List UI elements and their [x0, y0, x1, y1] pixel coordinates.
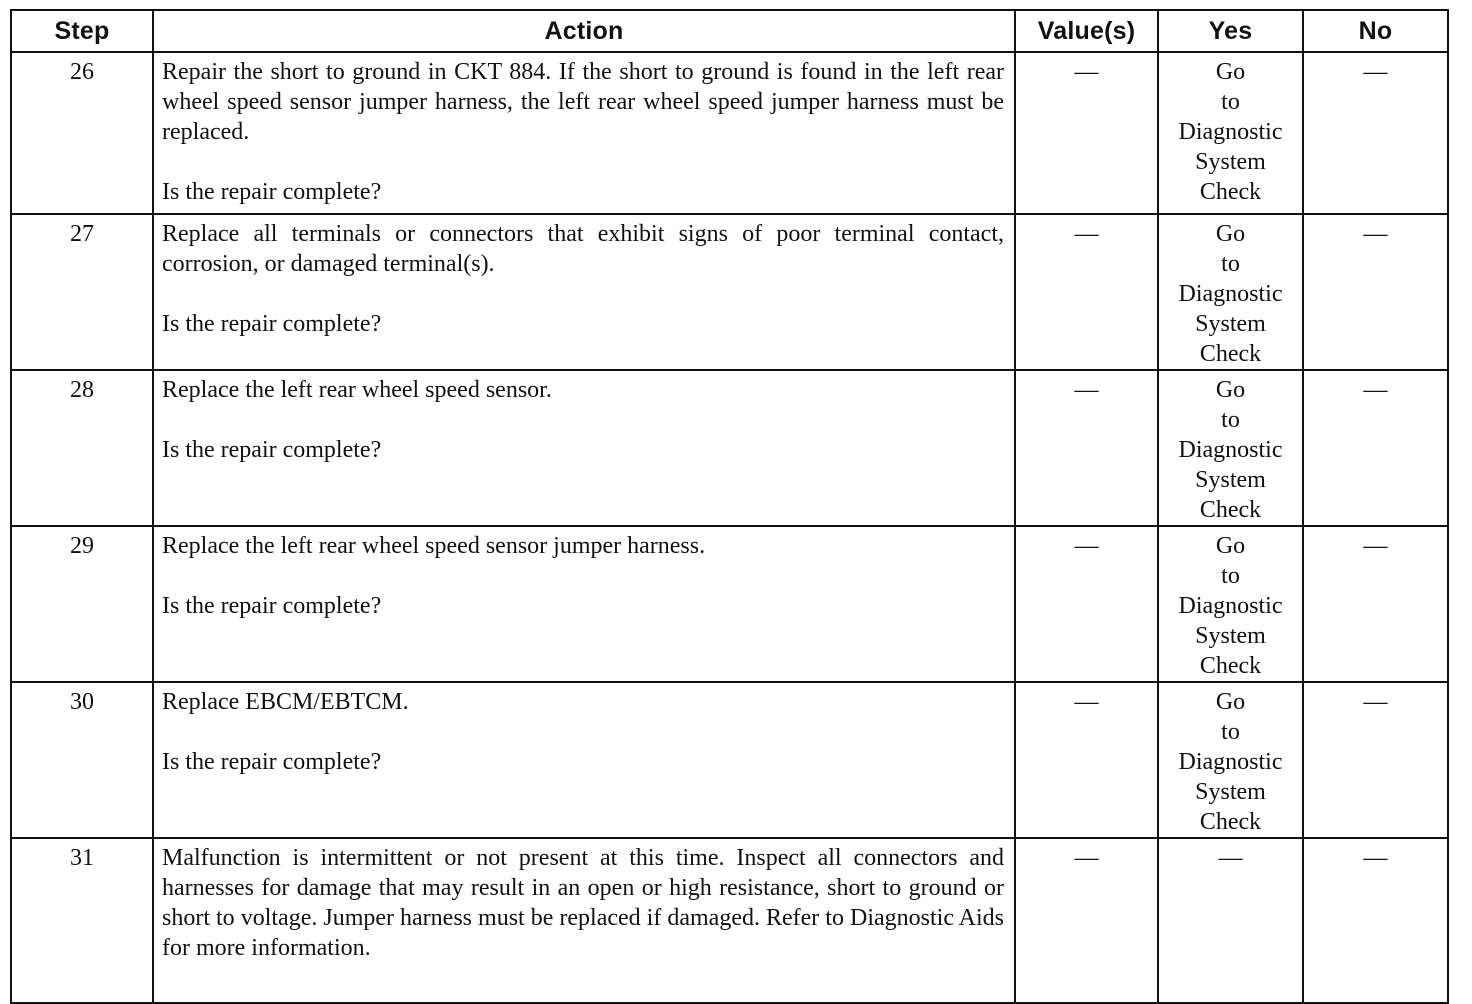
action-text: Replace all terminals or connectors that exhibit signs of poor terminal contact, corrosion, or damaged terminal(s).: [162, 221, 1004, 277]
table-row: [11, 370, 1448, 526]
header-action: Action: [153, 10, 1015, 52]
values-cell: —: [1015, 214, 1158, 370]
header-values: Value(s): [1015, 10, 1158, 52]
yes-cell: Go to Diagnostic System Check: [1158, 370, 1303, 526]
action-text: Replace EBCM/EBTCM.: [162, 689, 409, 715]
header-row: [11, 10, 1448, 52]
values-cell: —: [1015, 526, 1158, 682]
step-number: 28: [11, 370, 153, 526]
table-row: [11, 214, 1448, 370]
header-yes: Yes: [1158, 10, 1303, 52]
yes-cell: Go to Diagnostic System Check: [1158, 526, 1303, 682]
action-question: Is the repair complete?: [162, 437, 382, 463]
values-cell: —: [1015, 52, 1158, 214]
action-text: Malfunction is intermittent or not present at this time. Inspect all connectors and harnesses for damage that may result in an open or high resistance, short to ground or short to voltage. Jumper harness must be replaced if damaged. Refer to Diagnostic Aids for more information.: [162, 845, 1004, 961]
no-cell: —: [1303, 52, 1448, 214]
header-step: Step: [11, 10, 153, 52]
table-row: [11, 526, 1448, 682]
yes-cell: Go to Diagnostic System Check: [1158, 52, 1303, 214]
step-number: 31: [11, 838, 153, 1003]
values-cell: —: [1015, 838, 1158, 1003]
step-number: 26: [11, 52, 153, 214]
step-number: 30: [11, 682, 153, 838]
action-question: Is the repair complete?: [162, 311, 382, 337]
no-cell: —: [1303, 370, 1448, 526]
action-question: Is the repair complete?: [162, 179, 382, 205]
action-text: Repair the short to ground in CKT 884. If the short to ground is found in the left rear wheel speed sensor jumper harness, the left rear wheel speed jumper harness must be replaced.: [162, 59, 1004, 145]
yes-cell: Go to Diagnostic System Check: [1158, 214, 1303, 370]
yes-cell: Go to Diagnostic System Check: [1158, 682, 1303, 838]
no-cell: —: [1303, 838, 1448, 1003]
action-text: Replace the left rear wheel speed sensor.: [162, 377, 552, 403]
action-cell: [153, 214, 1015, 370]
no-cell: —: [1303, 214, 1448, 370]
values-cell: —: [1015, 370, 1158, 526]
action-question: Is the repair complete?: [162, 749, 382, 775]
table-row: [11, 682, 1448, 838]
yes-cell: —: [1158, 838, 1303, 1003]
step-number: 27: [11, 214, 153, 370]
no-cell: —: [1303, 526, 1448, 682]
action-question: Is the repair complete?: [162, 593, 382, 619]
action-cell: [153, 52, 1015, 214]
table-row: [11, 52, 1448, 214]
action-cell: [153, 838, 1015, 1003]
table-row: [11, 838, 1448, 1003]
diagnostic-table: [10, 9, 1449, 1004]
no-cell: —: [1303, 682, 1448, 838]
step-number: 29: [11, 526, 153, 682]
action-cell: [153, 526, 1015, 682]
action-text: Replace the left rear wheel speed sensor jumper harness.: [162, 533, 706, 559]
header-no: No: [1303, 10, 1448, 52]
values-cell: —: [1015, 682, 1158, 838]
action-cell: [153, 682, 1015, 838]
action-cell: [153, 370, 1015, 526]
